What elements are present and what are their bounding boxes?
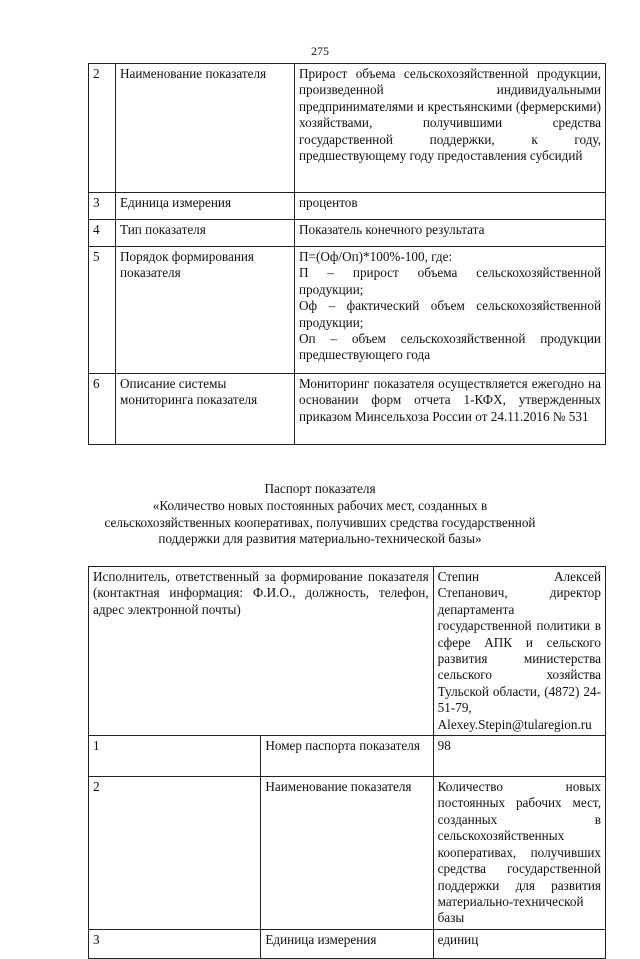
passport-heading <box>60 481 580 548</box>
row-number: 1 <box>89 736 261 777</box>
formula-line: П=(Оф/Оп)*100%-100, где: <box>299 249 453 264</box>
executor-label: Исполнитель, ответственный за формирование показателя (контактная информация: Ф.И.О., должность, телефон, адрес электронной почты) <box>89 567 434 736</box>
row-number: 2 <box>89 64 116 193</box>
executor-value: Степин Алексей Степанович, директор департамента государственной политики в сфере АПК и сельского развития министерства сельского хозяйства Тульской области, (4872) 24-51-79, Alexey.Stepin@tularegion.ru <box>433 567 605 736</box>
row-label: Описание системы мониторинга показателя <box>116 374 295 445</box>
table-row <box>89 193 606 220</box>
row-label: Наименование показателя <box>261 777 433 930</box>
row-value: Количество новых постоянных рабочих мест, созданных в сельскохозяйственных кооперативах, получивших средства государственной поддержки для развития материально-технической базы <box>433 777 605 930</box>
row-number: 3 <box>89 193 116 220</box>
row-value: 98 <box>433 736 605 777</box>
definition-line: П – прирост объема сельскохозяйственной продукции; <box>299 265 601 297</box>
definition-line: Оф – фактический объем сельскохозяйственной продукции; <box>299 298 601 330</box>
row-number: 4 <box>89 220 116 247</box>
row-number: 5 <box>89 247 116 374</box>
executor-row <box>89 567 606 736</box>
passport-subtitle-line: «Количество новых постоянных рабочих мест, созданных в <box>152 497 488 513</box>
row-value: Мониторинг показателя осуществляется ежегодно на основании форм отчета 1-КФХ, утвержденных приказом Минсельхоза России от 24.11.2016 № 531 <box>295 374 606 445</box>
definition-line: Оп – объем сельскохозяйственной продукции предшествующего года <box>299 331 601 363</box>
row-value: единиц <box>433 929 605 958</box>
table-row <box>89 247 606 374</box>
page-number: 275 <box>311 44 329 58</box>
row-value: Показатель конечного результата <box>295 220 606 247</box>
row-label: Единица измерения <box>116 193 295 220</box>
row-label: Порядок формирования показателя <box>116 247 295 374</box>
row-label: Тип показателя <box>116 220 295 247</box>
row-number: 2 <box>89 777 261 930</box>
row-number: 3 <box>89 929 261 958</box>
table-row <box>89 736 606 777</box>
passport-subtitle-line: поддержки для развития материально-технической базы» <box>158 531 482 547</box>
table-row <box>89 64 606 193</box>
row-value: Прирост объема сельскохозяйственной продукции, произведенной индивидуальными предпринимателями и крестьянскими (фермерскими) хозяйствами, получившими средства государственной поддержки, к году, предшествующему году предоставления субсидий <box>295 64 606 193</box>
row-value: процентов <box>295 193 606 220</box>
passport-title: Паспорт показателя <box>264 481 376 496</box>
table-row <box>89 220 606 247</box>
row-label: Номер паспорта показателя <box>261 736 433 777</box>
row-value <box>295 247 606 374</box>
passport-table <box>88 566 606 959</box>
row-label: Наименование показателя <box>116 64 295 193</box>
table-row <box>89 929 606 958</box>
table-row <box>89 374 606 445</box>
row-label: Единица измерения <box>261 929 433 958</box>
table-row <box>89 777 606 930</box>
indicator-table-continued <box>88 63 606 445</box>
passport-subtitle-line: сельскохозяйственных кооперативах, получивших средства государственной <box>104 514 536 530</box>
row-number: 6 <box>89 374 116 445</box>
